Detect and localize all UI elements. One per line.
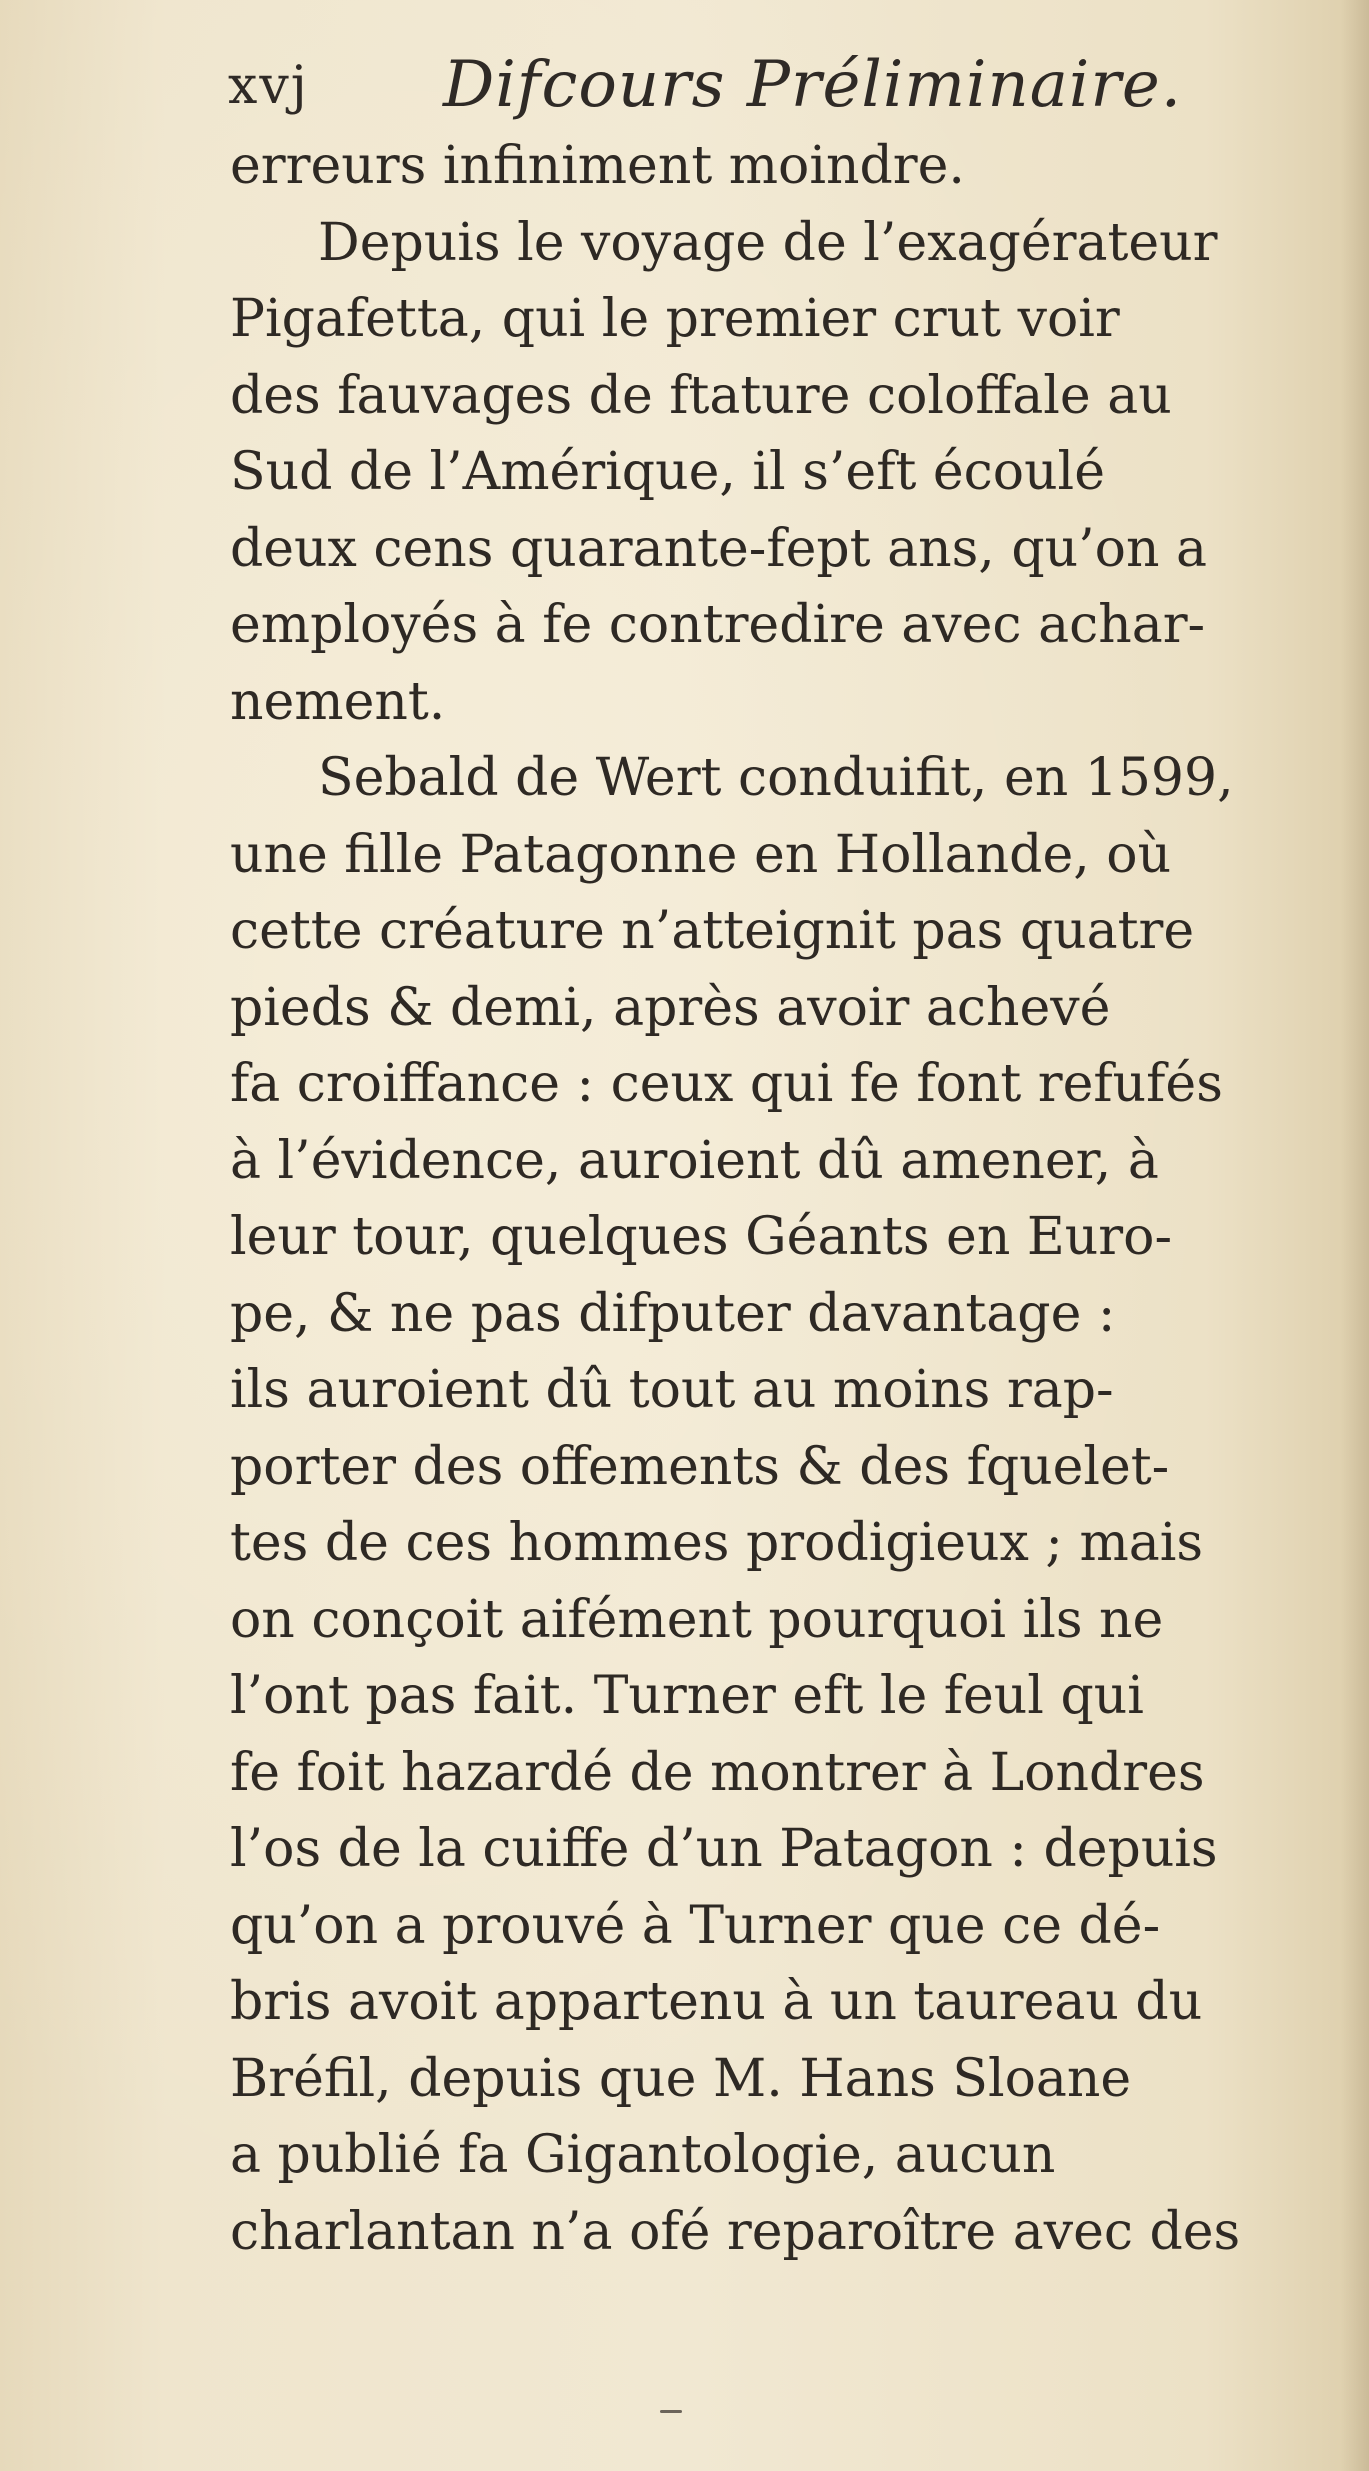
text-line: charlantan n’a ofé reparoître avec des bbox=[230, 2201, 1241, 2262]
text-line: cette créature n’atteignit pas quatre bbox=[230, 901, 1195, 961]
text-line: porter des offements & des fquelet- bbox=[230, 1436, 1170, 1497]
text-line: on conçoit aifément pourquoi ils ne bbox=[230, 1589, 1164, 1650]
page-number: xvj bbox=[228, 56, 309, 116]
text-line: fa croiffance : ceux qui fe font refufés bbox=[230, 1054, 1223, 1114]
text-line: Sebald de Wert conduifit, en 1599, bbox=[318, 748, 1234, 808]
text-line: à l’évidence, auroient dû amener, à bbox=[230, 1130, 1159, 1191]
body-text bbox=[230, 128, 1340, 2270]
text-line: ils auroient dû tout au moins rap- bbox=[230, 1360, 1114, 1420]
text-line: qu’on a prouvé à Turner que ce dé- bbox=[230, 1895, 1161, 1956]
text-line: Pigafetta, qui le premier crut voir bbox=[230, 289, 1120, 349]
text-line: pe, & ne pas difputer davantage : bbox=[230, 1283, 1116, 1344]
page-edge-shadow bbox=[1341, 0, 1369, 2471]
text-line: Bréfil, depuis que M. Hans Sloane bbox=[230, 2048, 1132, 2109]
bottom-mark bbox=[660, 2410, 682, 2413]
text-line: a publié fa Gigantologie, aucun bbox=[230, 2125, 1056, 2185]
text-line: leur tour, quelques Géants en Euro- bbox=[230, 1207, 1173, 1267]
text-line: bris avoit appartenu à un taureau du bbox=[230, 1972, 1203, 2032]
text-line: pieds & demi, après avoir achevé bbox=[230, 977, 1111, 1038]
running-head bbox=[228, 42, 1228, 142]
text-line: Sud de l’Amérique, il s’eft écoulé bbox=[230, 442, 1105, 502]
text-line: une fille Patagonne en Hollande, où bbox=[230, 824, 1172, 885]
text-line: l’os de la cuiffe d’un Patagon : depuis bbox=[230, 1819, 1218, 1879]
text-line: l’ont pas fait. Turner eft le feul qui bbox=[230, 1666, 1144, 1726]
text-line: Depuis le voyage de l’exagérateur bbox=[318, 212, 1218, 273]
text-line: fe foit hazardé de montrer à Londres bbox=[230, 1742, 1205, 1803]
text-line: employés à fe contredire avec achar- bbox=[230, 595, 1206, 655]
text-line: erreurs infiniment moindre. bbox=[230, 136, 965, 196]
text-line: tes de ces hommes prodigieux ; mais bbox=[230, 1513, 1204, 1573]
text-line: nement. bbox=[230, 671, 446, 732]
text-line: des fauvages de ftature coloffale au bbox=[230, 365, 1172, 426]
running-title: Difcours Préliminaire. bbox=[443, 48, 1183, 122]
text-line: deux cens quarante-fept ans, qu’on a bbox=[230, 518, 1207, 579]
